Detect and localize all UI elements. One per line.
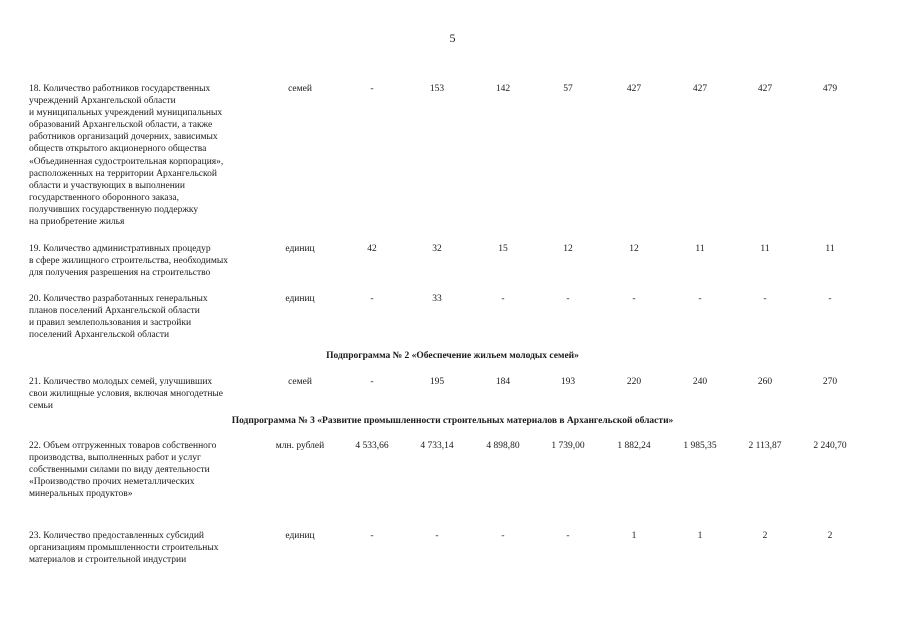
indicator-unit: единиц xyxy=(285,531,315,541)
value-cell: 195 xyxy=(429,377,445,387)
value-cell: - xyxy=(370,377,374,387)
indicator-unit: единиц xyxy=(285,244,315,254)
indicator-description: 19. Количество административных процедур в сфере жилищного строительства, необходимых для получения разрешения на строительство xyxy=(29,244,228,279)
page-number: 5 xyxy=(449,31,456,45)
value-cell: 11 xyxy=(760,244,770,254)
value-cell: - xyxy=(370,294,374,304)
indicator-unit: семей xyxy=(288,377,312,387)
value-cell: 33 xyxy=(432,294,442,304)
value-cell: - xyxy=(501,294,505,304)
value-cell: 142 xyxy=(495,84,511,94)
value-cell: 15 xyxy=(498,244,508,254)
value-cell: - xyxy=(698,294,702,304)
value-cell: - xyxy=(435,531,439,541)
value-cell: 270 xyxy=(822,377,838,387)
value-cell: 1 xyxy=(631,531,637,541)
indicator-description: 23. Количество предоставленных субсидий организациям промышленности строительных материалов и строительной индустрии xyxy=(29,531,219,566)
value-cell: 193 xyxy=(560,377,576,387)
value-cell: 240 xyxy=(692,377,708,387)
value-cell: 2 xyxy=(827,531,833,541)
value-cell: 427 xyxy=(692,84,708,94)
value-cell: - xyxy=(501,531,505,541)
value-cell: 1 739,00 xyxy=(551,441,585,451)
indicator-description: 18. Количество работников государственных учреждений Архангельской области и муниципальных учреждений муниципальных образований Архангельской области, а также работников организаций дочерних, зависимых обществ открытого акционерного общества «Объединенная судостроительная корпорация», расположенных на территории Архангельской области и участвующих в выполнении государственного оборонного заказа, получивших государственную поддержку на приобретение жилья xyxy=(29,84,224,228)
value-cell: 1 882,24 xyxy=(617,441,651,451)
indicator-description: 20. Количество разработанных генеральных планов поселений Архангельской области и правил землепользования и застройки поселений Архангельской области xyxy=(29,294,208,341)
value-cell: 427 xyxy=(757,84,773,94)
value-cell: 220 xyxy=(626,377,642,387)
value-cell: - xyxy=(370,84,374,94)
value-cell: - xyxy=(828,294,832,304)
value-cell: 4 533,66 xyxy=(355,441,389,451)
indicator-unit: единиц xyxy=(285,294,315,304)
subprogram-heading: Подпрограмма № 2 «Обеспечение жильем молодых семей» xyxy=(326,351,579,361)
subprogram-heading: Подпрограмма № 3 «Развитие промышленности строительных материалов в Архангельской области» xyxy=(231,416,674,426)
value-cell: 4 733,14 xyxy=(420,441,454,451)
value-cell: 12 xyxy=(563,244,573,254)
value-cell: 1 xyxy=(697,531,703,541)
value-cell: - xyxy=(632,294,636,304)
value-cell: 2 240,70 xyxy=(813,441,847,451)
value-cell: 479 xyxy=(822,84,838,94)
value-cell: 42 xyxy=(367,244,377,254)
value-cell: 184 xyxy=(495,377,511,387)
value-cell: 427 xyxy=(626,84,642,94)
value-cell: 12 xyxy=(629,244,639,254)
value-cell: 2 113,87 xyxy=(748,441,782,451)
value-cell: - xyxy=(566,531,570,541)
value-cell: - xyxy=(566,294,570,304)
indicator-unit: млн. рублей xyxy=(275,441,325,451)
value-cell: 153 xyxy=(429,84,445,94)
value-cell: 2 xyxy=(762,531,768,541)
value-cell: - xyxy=(370,531,374,541)
value-cell: - xyxy=(763,294,767,304)
value-cell: 260 xyxy=(757,377,773,387)
indicator-unit: семей xyxy=(288,84,312,94)
indicator-description: 22. Объем отгруженных товаров собственного производства, выполненных работ и услуг собственными силами по виду деятельности «Производство прочих неметаллических минеральных продуктов» xyxy=(29,441,217,500)
indicator-description: 21. Количество молодых семей, улучшивших свои жилищные условия, включая многодетные семьи xyxy=(29,377,224,412)
value-cell: 11 xyxy=(825,244,835,254)
value-cell: 32 xyxy=(432,244,442,254)
value-cell: 1 985,35 xyxy=(683,441,717,451)
value-cell: 11 xyxy=(695,244,705,254)
value-cell: 57 xyxy=(563,84,573,94)
value-cell: 4 898,80 xyxy=(486,441,520,451)
